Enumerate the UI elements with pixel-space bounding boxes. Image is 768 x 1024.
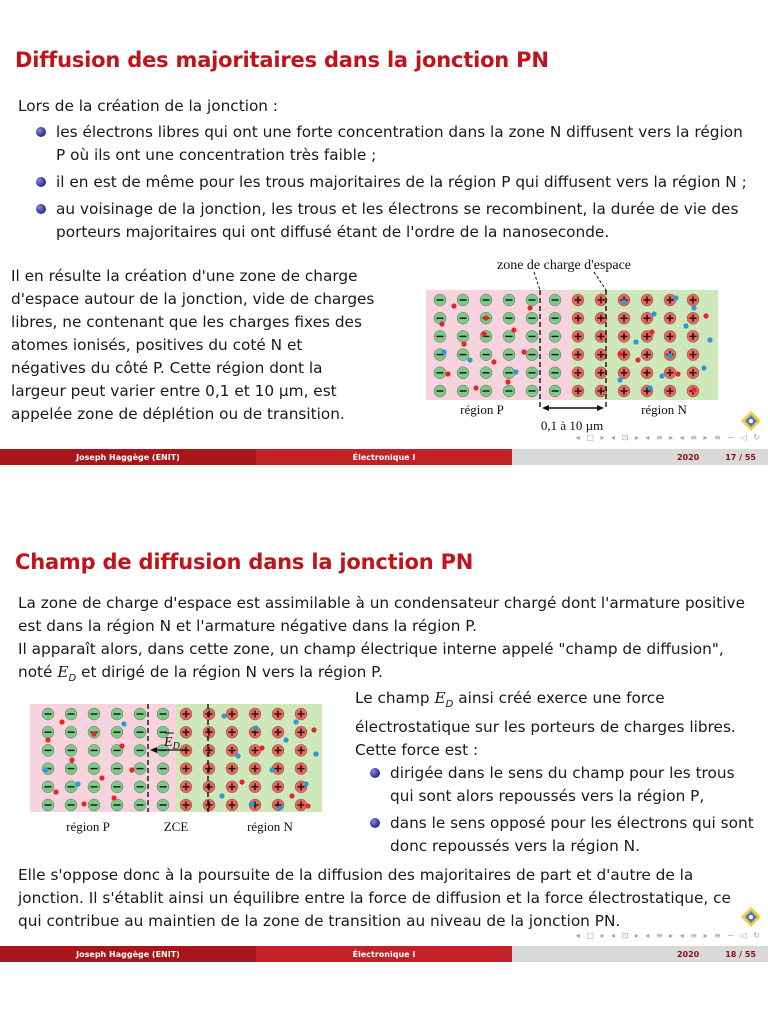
- slide-footer: [0, 946, 768, 962]
- intro-text: La zone de charge d'espace est assimilable à un condensateur chargé dont l'armature positive est dans la région N et l'armature négative dans la région P. Il apparaît alors, dans cette zone, un champ électrique interne appelé "champ de diffusion", noté $E_D$ et dirigé de la région N vers la région P.: [18, 594, 745, 685]
- electron: [249, 801, 254, 806]
- hole: [129, 767, 134, 772]
- n-region-area: [176, 704, 322, 812]
- hole: [649, 329, 654, 334]
- hole: [445, 371, 450, 376]
- hole: [473, 385, 478, 390]
- hole: [505, 379, 510, 384]
- region-p-label: région P: [66, 819, 110, 834]
- intro-text: Lors de la création de la jonction :: [18, 97, 279, 115]
- electron: [673, 295, 678, 300]
- hole: [53, 789, 58, 794]
- electron: [647, 385, 652, 390]
- hole: [99, 775, 104, 780]
- bullet-ball-icon: [370, 818, 380, 828]
- logo-icon: [740, 906, 762, 928]
- arrow-head-right-icon: [597, 405, 604, 411]
- hole: [527, 305, 532, 310]
- hole: [451, 303, 456, 308]
- region-p-label: région P: [460, 402, 504, 417]
- bullet-ball-icon: [36, 204, 46, 214]
- hole: [289, 793, 294, 798]
- electron: [441, 349, 446, 354]
- electron: [633, 339, 638, 344]
- bullet-list: [348, 762, 760, 858]
- field-label: $E_D$: [164, 735, 180, 752]
- electron: [701, 365, 706, 370]
- hole: [521, 349, 526, 354]
- hole: [59, 719, 64, 724]
- footer-author: Joseph Haggège (ENIT): [0, 946, 256, 962]
- zone-pointer-left: [534, 272, 540, 290]
- hole: [691, 387, 696, 392]
- electron: [277, 805, 282, 810]
- hole: [81, 801, 86, 806]
- electron: [253, 725, 258, 730]
- logo-icon: [740, 410, 762, 432]
- field-force-text: Le champ $E_D$ ainsi créé exerce une force électrostatique sur les porteurs de charges libres. Cette force est :: [355, 689, 736, 760]
- hole: [481, 331, 486, 336]
- hole: [111, 795, 116, 800]
- arrow-head-left-icon: [542, 405, 549, 411]
- electron: [121, 721, 126, 726]
- electron: [269, 767, 274, 772]
- footer-course: Électronique I: [256, 946, 512, 962]
- diffusion-field-figure: [28, 700, 328, 840]
- electron: [667, 353, 672, 358]
- hole: [675, 371, 680, 376]
- hole: [239, 779, 244, 784]
- bullet-item: au voisinage de la jonction, les trous et les électrons se recombinent, la durée de vie des porteurs majoritaires qui ont diffusé étant de l'ordre de la nanoseconde.: [14, 198, 754, 244]
- zce-label: ZCE: [163, 819, 189, 834]
- hole: [119, 743, 124, 748]
- bullet-item: dans le sens opposé pour les électrons qui sont donc repoussés vers la région N.: [348, 812, 760, 858]
- hole: [703, 313, 708, 318]
- footer-meta: [512, 946, 768, 962]
- electron: [43, 767, 48, 772]
- footer-author: Joseph Haggège (ENIT): [0, 449, 256, 465]
- nav-arrows-icon[interactable]: ◂ □ ▸ ◂ ⊡ ▸ ◂ ≡ ▸ ◂ ≡ ▸ ≡ ∽ ◁ ↻: [575, 931, 762, 940]
- footer-meta: [512, 449, 768, 465]
- hole: [69, 757, 74, 762]
- bullet-ball-icon: [36, 177, 46, 187]
- electron: [303, 781, 308, 786]
- electron: [75, 781, 80, 786]
- bullet-ball-icon: [370, 768, 380, 778]
- footer-year: 2020: [676, 949, 700, 959]
- right-text: [355, 687, 760, 762]
- region-n-label: région N: [247, 819, 293, 834]
- electron: [235, 753, 240, 758]
- hole: [439, 321, 444, 326]
- electron: [683, 323, 688, 328]
- electron: [621, 299, 626, 304]
- footer-course: Électronique I: [256, 449, 512, 465]
- hole: [511, 327, 516, 332]
- electron: [659, 373, 664, 378]
- slide-18: [0, 530, 768, 970]
- hole: [311, 727, 316, 732]
- electron: [467, 357, 472, 362]
- slide-17: [0, 28, 768, 468]
- bullet-ball-icon: [36, 127, 46, 137]
- electron: [313, 751, 318, 756]
- bullet-item: il en est de même pour les trous majoritaires de la région P qui diffusent vers la région N ;: [14, 171, 754, 194]
- electron: [691, 305, 696, 310]
- pn-junction-figure: [424, 256, 724, 434]
- electron: [219, 793, 224, 798]
- electron: [283, 737, 288, 742]
- hole: [483, 315, 488, 320]
- hole: [491, 359, 496, 364]
- footer-page: 17 / 55: [725, 452, 756, 462]
- slide-title: Diffusion des majoritaires dans la jonction PN: [15, 48, 549, 72]
- hole: [617, 351, 622, 356]
- p-region-area: [30, 704, 176, 812]
- nav-arrows-icon[interactable]: ◂ □ ▸ ◂ ⊡ ▸ ◂ ≡ ▸ ◂ ≡ ▸ ≡ ∽ ◁ ↻: [575, 433, 762, 442]
- slide-footer: [0, 449, 768, 465]
- electron: [617, 377, 622, 382]
- hole: [259, 745, 264, 750]
- electron: [221, 713, 226, 718]
- conclusion-paragraph: Elle s'oppose donc à la poursuite de la diffusion des majoritaires de part et d'autre de la jonction. Il s'établit ainsi un équilibre entre la force de diffusion et la force électrostatique, ce qui contribue au maintien de la zone de transition au niveau de la jonction PN.: [18, 866, 731, 930]
- p-region-area: [426, 290, 572, 400]
- hole: [45, 737, 50, 742]
- bullet-list: [14, 121, 754, 244]
- zone-label: zone de charge d'espace: [496, 258, 632, 273]
- electron: [513, 369, 518, 374]
- width-label: 0,1 à 10 µm: [540, 418, 604, 433]
- region-n-label: région N: [641, 402, 687, 417]
- hole: [305, 803, 310, 808]
- electron: [293, 719, 298, 724]
- depletion-paragraph: Il en résulte la création d'une zone de charge d'espace autour de la jonction, vide de charges libres, ne contenant que les charges fixes des atomes ionisés, positives du coté N et négatives du côté P. Cette région dont la largeur peut varier entre 0,1 et 10 µm, est appelée zone de déplétion ou de transition.: [11, 267, 375, 423]
- slide-title: Champ de diffusion dans la jonction PN: [15, 550, 474, 574]
- zone-pointer-right: [594, 272, 606, 290]
- bullet-item: les électrons libres qui ont une forte concentration dans la zone N diffusent vers la région P où ils ont une concentration très faible ;: [14, 121, 754, 167]
- electron: [651, 311, 656, 316]
- hole: [461, 341, 466, 346]
- footer-year: 2020: [676, 452, 700, 462]
- electron: [707, 337, 712, 342]
- bullet-item: dirigée dans le sens du champ pour les trous qui sont alors repoussés vers la région P,: [348, 762, 760, 808]
- footer-page: 18 / 55: [725, 949, 756, 959]
- hole: [635, 357, 640, 362]
- hole: [91, 731, 96, 736]
